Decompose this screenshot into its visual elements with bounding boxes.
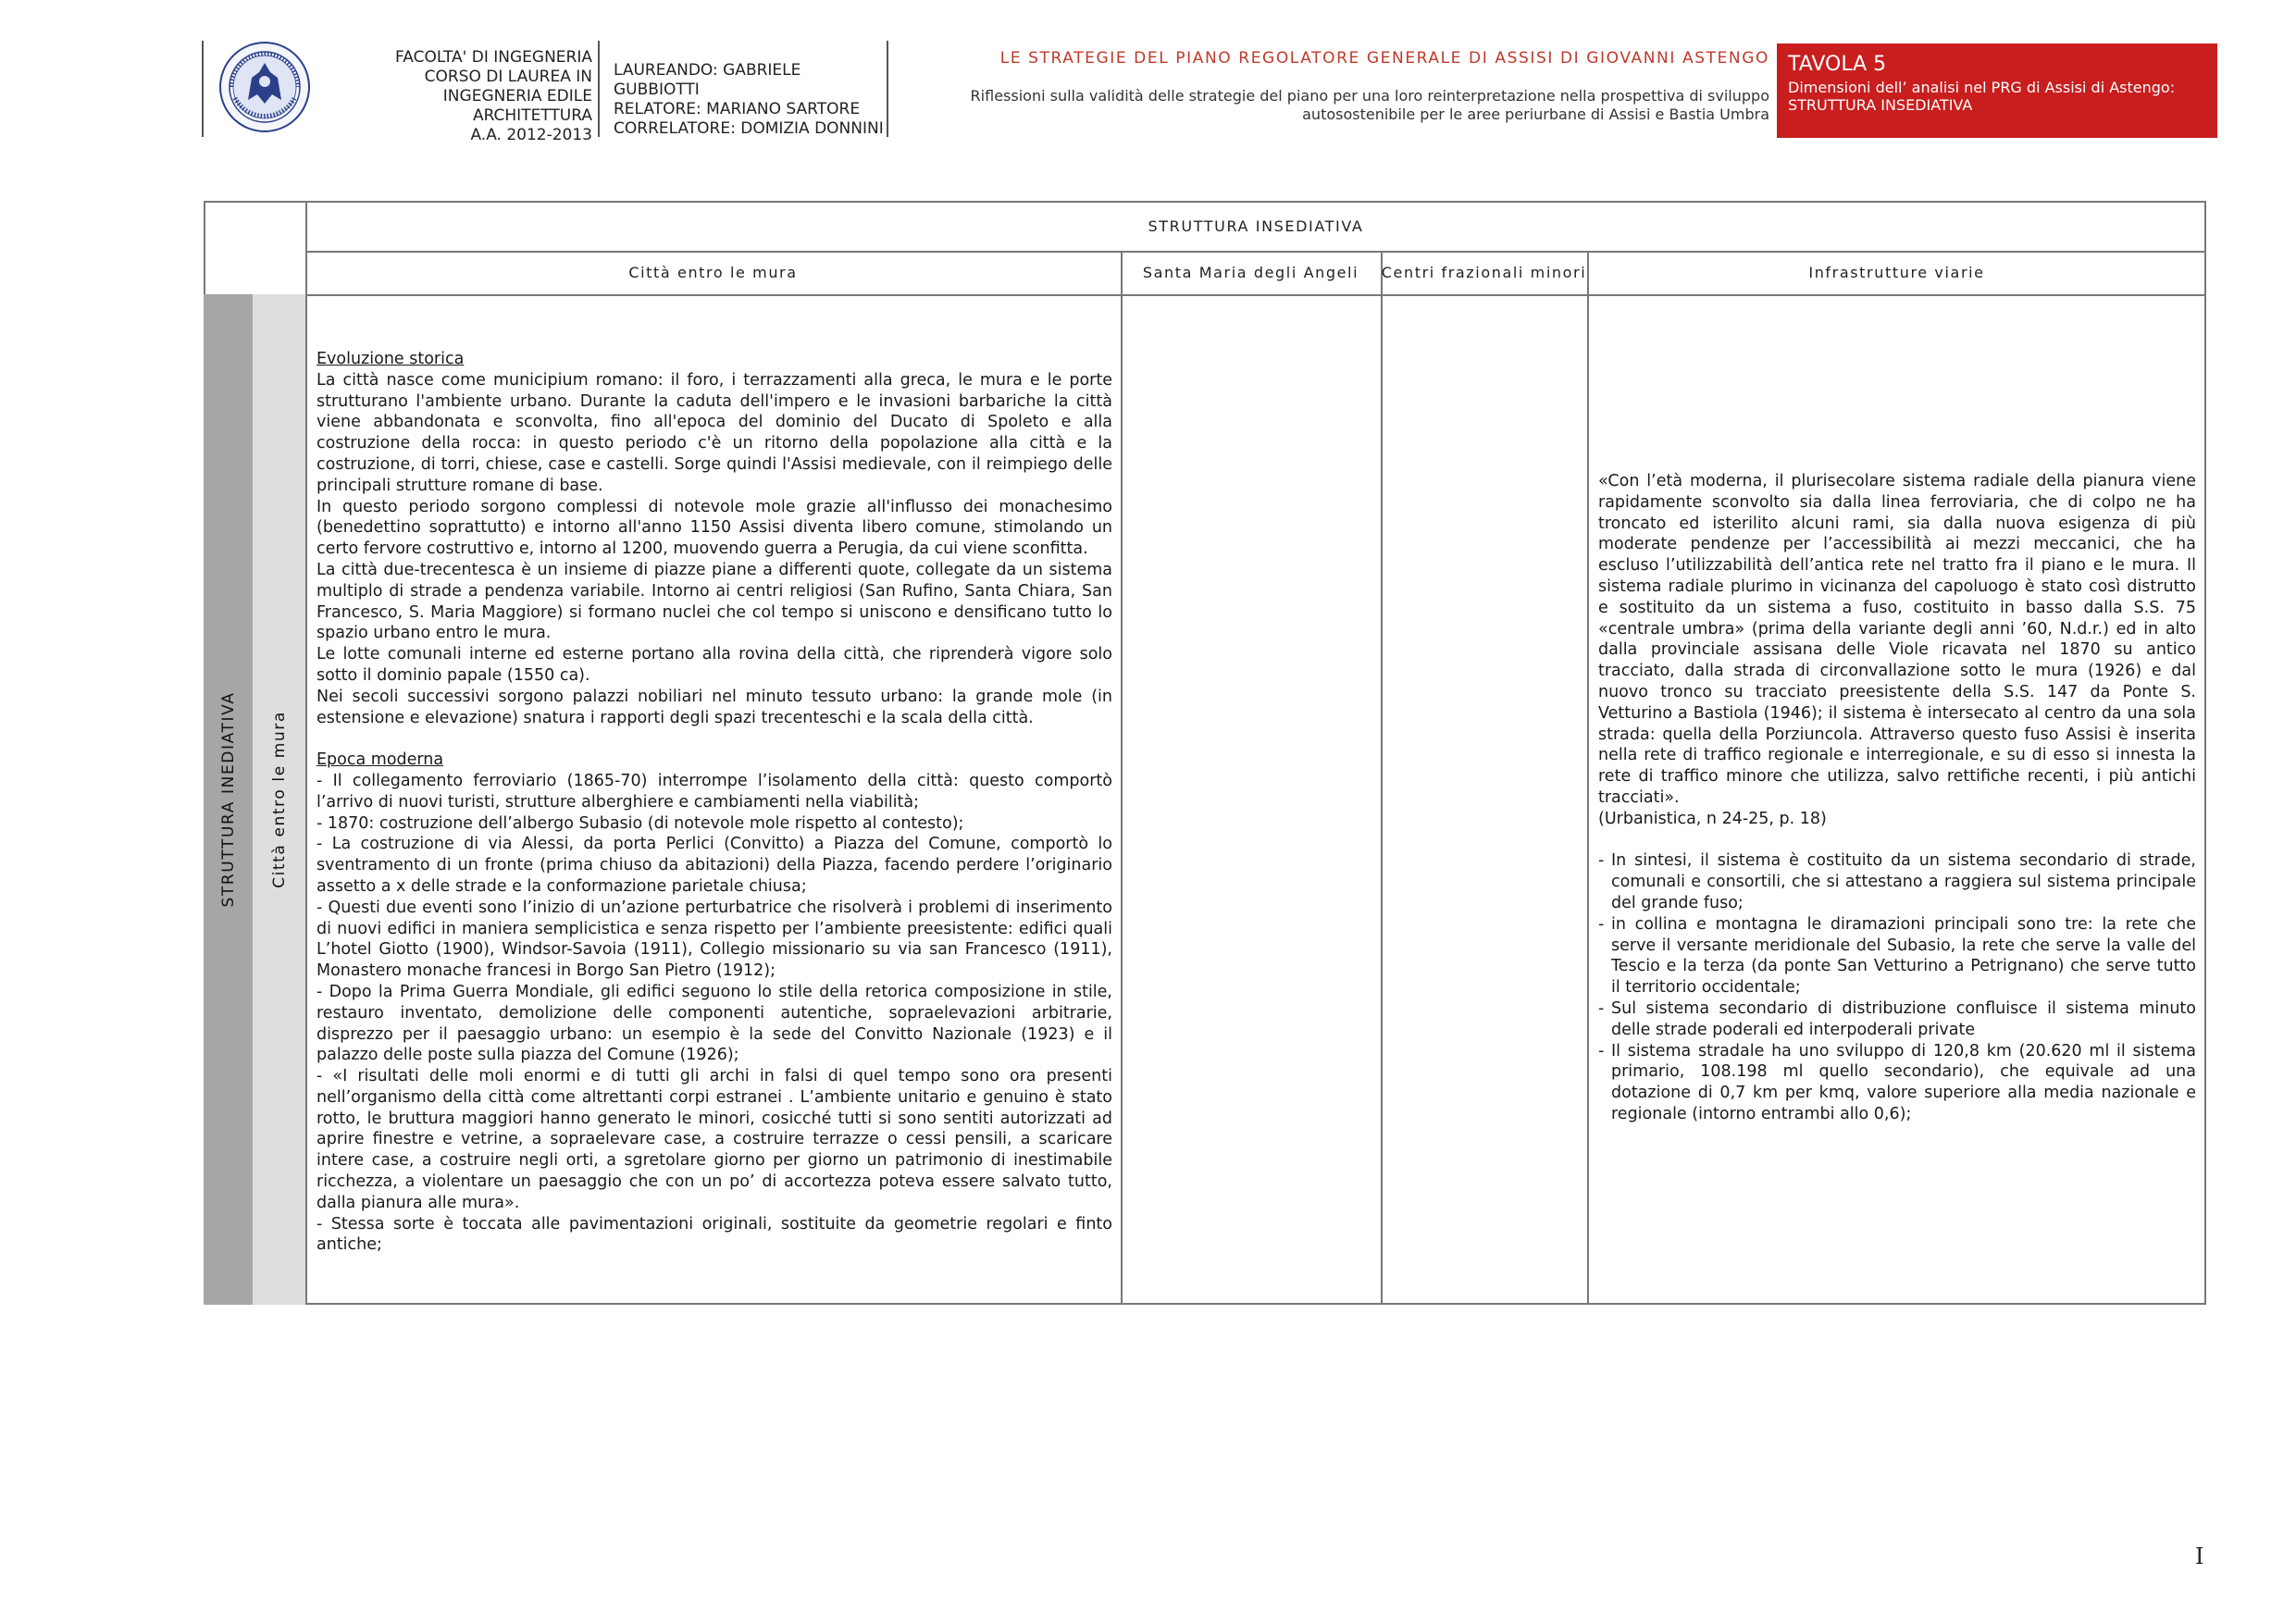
people-block [614,61,891,139]
paragraph: Nei secoli successivi sorgono palazzi nobiliari nel minuto tessuto urbano: la grande mole (in estensione e elevazione) snatura i rapporti degli spazi trecenteschi e la scala della città. [316,687,1112,727]
tavola-description [1788,79,2206,114]
list-item: - in collina e montagna le diramazioni principali sono tre: la rete che serve il versante meridionale del Subasio, la rete che serve la valle del Tescio e la terza (da ponte San Vetturino a Petrignano) che serve tutto il territorio occidentale; [1598,914,2196,998]
column-header-label: Città entro le mura [628,264,798,281]
row-label-cell [253,294,307,1305]
column-header-citta [305,251,1123,296]
page-number: I [2195,1543,2204,1569]
column-header-label: Infrastrutture viarie [1808,264,1985,281]
faculty-line-2: CORSO DI LAUREA IN [424,68,592,86]
list-item: - 1870: costruzione dell’albergo Subasio (di notevole mole rispetto al contesto); [316,813,964,833]
corner-cell [204,201,307,296]
list-item: - Questi due eventi sono l’inizio di un’azione perturbatrice che risolverà i problemi di inserimento di nuovi edifici in maniera semplicistica e senza rispetto per l’ambiente preesistente: edifici quali L’hotel Giotto (1900), Windsor-Savoia (1911), Collegio missionario su via san Francesco (1911), Monastero monache francesi in Borgo San Pietro (1912); [316,898,1112,981]
infrastrutture-content [1598,471,2196,1125]
subtitle-line-2: autosostenibile per le aree periurbane di Assisi e Bastia Umbra [1302,105,1769,123]
list-item: - Il collegamento ferroviario (1865-70) interrompe l’isolamento della città: questo comportò l’arrivo di nuovi turisti, strutture alberghiere e cambiamenti nella viabilità; [316,771,1112,812]
column-header-label: Santa Maria degli Angeli [1142,264,1359,281]
tavola-badge [1777,43,2217,138]
thesis-title: LE STRATEGIE DEL PIANO REGOLATORE GENERALE DI ASSISI DI GIOVANNI ASTENGO [999,49,1769,68]
list-item: - Sul sistema secondario di distribuzione confluisce il sistema minuto delle strade poderali ed interpoderali private [1598,998,2196,1041]
list-item: - Il sistema stradale ha uno sviluppo di 120,8 km (20.620 ml il sistema primario, 108.198 ml quello secondario), che equivale ad una dotazione di 0,7 km per kmq, valore superiore alla media nazionale e regionale (intorno entrambi allo 0,6); [1598,1041,2196,1125]
paragraph: In questo periodo sorgono complessi di notevole mole grazie all'influsso dei monachesimo (benedettino soprattutto) e intorno all'anno 1150 Assisi diventa libero comune, stimolando un certo fervore costruttivo e, intorno al 1200, muovendo guerra a Perugia, da cui viene sconfitta. [316,497,1112,559]
faculty-line-3: INGEGNERIA EDILE ARCHITETTURA [442,87,592,125]
academic-year: A.A. 2012-2013 [470,126,592,144]
paragraph: Le lotte comunali interne ed esterne portano alla rovina della città, che riprenderà vigore solo sotto il dominio papale (1550 ca). [316,645,1112,685]
quote-source: (Urbanistica, n 24-25, p. 18) [1598,809,1827,828]
column-divider [1587,294,1589,1305]
section-heading-epoca-moderna: Epoca moderna [316,750,444,770]
list-item: - La costruzione di via Alessi, da porta Perlici (Convitto) a Piazza del Comune, comportò lo sventramento di un fronte (prima chiuso da abitazioni) della Piazza, facendo perdere l’originario assetto a x delle strade e la conformazione parietale chiusa; [316,835,1112,896]
title-block [907,48,1769,124]
paragraph: La città nasce come municipium romano: il foro, i terrazzamenti alla greca, le mura e le porte strutturano l'ambiente urbano. Durante la caduta dell'impero e le invasioni barbariche la città viene abbandonata e sconvolta, fino all'epoca del dominio del Ducato di Spoleto e alla costruzione della rocca: in questo periodo c'è un ritorno della popolazione alla città e la costruzione, di torri, chiese, case e castelli. Sorge quindi l'Assisi medievale, con il reimpiego delle principali strutture romane di base. [316,370,1112,495]
citta-content [316,349,1112,1256]
header-divider-right [887,41,888,137]
column-divider [1381,294,1383,1305]
list-item: - Stessa sorte è toccata alle pavimentazioni originali, sostituite da geometrie regolari e finto antiche; [316,1214,1112,1255]
thesis-subtitle [907,87,1769,124]
list-item: - «I risultati delle moli enormi e di tutti gli archi in falsi di quel tempo sono ora presenti nell’organismo della città come altrettanti corpi estranei . L’ambiente unitario e genuino è stato rotto, le bruttura maggiori hanno generato le minori, cosicché tutti si sono sentiti autorizzati ad aprire finestre e vetrine, a sopraelevare case, a costruire terrazze o cessi pensili, a scaricare intere case, a costruire negli orti, a sgretolare giorno per giorno un patrimonio di inestimabile ricchezza, a violentare un paesaggio che con un po’ di accortezza poteva essere salvato tutto, dalla pianura alle mura». [316,1067,1112,1212]
advisor-name: RELATORE: MARIANO SARTORE [614,100,861,118]
row-group-cell [204,294,254,1305]
list-item: - Dopo la Prima Guerra Mondiale, gli edifici seguono lo stile della retorica composizione in stile, restauro inventato, demolizione delle componenti autentiche, sopraelevazioni arbitrarie, disprezzo per il paesaggio urbano: un esempio è la sede del Convitto Nazionale (1923) e il palazzo delle poste sulla piazza del Comune (1926); [316,982,1112,1065]
row-group-label: STRUTTURA INEDIATIVA [219,691,238,908]
column-header-santa-maria [1121,251,1383,296]
subtitle-line-1: Riflessioni sulla validità delle strategie del piano per una loro reinterpretazione nella prospettiva di sviluppo [970,87,1769,105]
faculty-line-1: FACOLTA' DI INGEGNERIA [395,48,592,67]
main-header [305,201,2206,253]
coadvisor-name: CORRELATORE: DOMIZIA DONNINI [614,119,884,138]
column-header-label: Centri frazionali minori [1381,264,1587,281]
paragraph: La città due-trecentesca è un insieme di piazze piane a differenti quote, collegate da un sistema multiplo di strade a pendenza variabile. Intorno ai centri religiosi (San Rufino, Santa Chiara, San Francesco, S. Maria Maggiore) si formano nuclei che col tempo si uniscono e densificano tutto lo spazio urbano entro le mura. [316,560,1112,643]
column-header-centri [1381,251,1589,296]
column-divider [1121,294,1123,1305]
row-label: Città entro le mura [270,711,289,888]
list-item: - In sintesi, il sistema è costituito da un sistema secondario di strade, comunali e consortili, che si attestano a raggiera sul sistema principale del grande fuso; [1598,850,2196,913]
main-header-label: STRUTTURA INSEDIATIVA [1148,217,1364,235]
section-heading-evoluzione: Evoluzione storica [316,350,465,368]
student-name: LAUREANDO: GABRIELE GUBBIOTTI [614,61,801,99]
quote-paragraph: «Con l’età moderna, il plurisecolare sistema radiale della pianura viene rapidamente sconvolto sia dalla linea ferroviaria, che di colpo ne ha troncato ed isterilito alcuni rami, sia dalla nuova esigenza di più moderate pendenze per l’accessibilità ai mezzi meccanici, che ha escluso l’utilizzabilità dell’antica rete nel tratto fra il piano e le mura. Il sistema radiale plurimo in vicinanza del capoluogo è stato così distrutto e sostituito da un sistema a fuso, costituito in basso dalla S.S. 75 «centrale umbra» (prima della variante degli anni ’60, N.d.r.) ed in alto dalla provinciale assisana delle Viole ricavata nel 1870 su antico tracciato, dalla strada di circonvallazione sotto le mura (1926) e dal nuovo tronco su tracciato preesistente della S.S. 147 da Ponte S. Vetturino a Bastiola (1946); il sistema è intersecato al centro da una sola strada: quella della Porziuncola. Attraverso questo fuso Assisi è inserita nella rete di traffico regionale e interregionale, e su di esso si innesta la rete di traffico minore che utilizza, salvo rettifiche recenti, i più antichi tracciati». [1598,472,2196,807]
tavola-code: TAVOLA 5 [1788,53,1887,76]
faculty-block [324,48,592,145]
tavola-desc-line-1: Dimensioni dell’ analisi nel PRG di Assisi di Astengo: [1788,79,2176,96]
tavola-desc-line-2: STRUTTURA INSEDIATIVA [1788,96,1973,114]
column-header-infrastrutture [1587,251,2206,296]
university-seal-icon [218,41,311,133]
header-divider-mid [598,41,600,137]
header-divider-left [202,41,204,137]
analysis-table [204,201,2206,1311]
